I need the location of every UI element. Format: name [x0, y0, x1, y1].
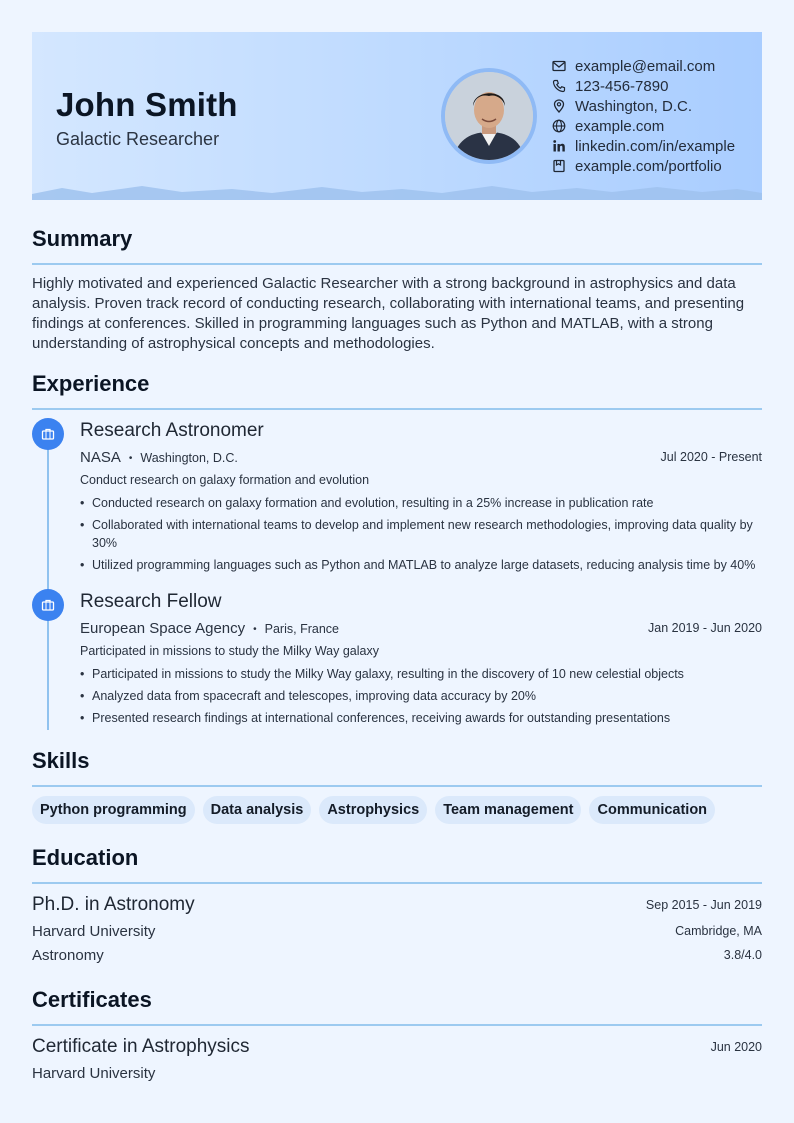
job-bullet-list	[80, 665, 762, 731]
skills-divider	[32, 785, 762, 787]
separator-dot: •	[128, 453, 133, 464]
job-company: European Space Agency	[80, 620, 246, 637]
certificates-heading: Certificates	[32, 987, 152, 1012]
candidate-role: Galactic Researcher	[56, 129, 220, 149]
job-bullet: • Utilized programming languages such as Python and MATLAB to analyze large datasets, reducing analysis time by 40%	[80, 556, 762, 574]
contact-email[interactable]	[552, 56, 735, 76]
header-wave-decoration	[32, 180, 762, 200]
experience-timeline	[47, 434, 49, 730]
skill-list	[32, 796, 715, 824]
contact-portfolio-text: example.com/portfolio	[575, 157, 722, 175]
education-school: Harvard University	[32, 923, 156, 940]
globe-icon	[552, 119, 566, 133]
contact-linkedin-text: linkedin.com/in/example	[575, 137, 736, 155]
job-summary: Participated in missions to study the Milky Way galaxy	[80, 644, 379, 658]
certificate-date: Jun 2020	[710, 1040, 762, 1054]
education-heading: Education	[32, 845, 139, 870]
resume-header	[32, 32, 762, 200]
job-company-line	[80, 620, 339, 637]
summary-heading: Summary	[32, 226, 133, 251]
contact-phone[interactable]	[552, 76, 735, 96]
job-title: Research Fellow	[80, 591, 222, 612]
job-summary: Conduct research on galaxy formation and evolution	[80, 473, 370, 487]
contact-location	[552, 96, 735, 116]
job-company-line	[80, 449, 238, 466]
job-location: Washington, D.C.	[140, 451, 238, 465]
contact-portfolio[interactable]	[552, 156, 735, 176]
job-date: Jan 2019 - Jun 2020	[648, 621, 762, 635]
contact-location-text: Washington, D.C.	[575, 97, 692, 115]
skill-chip: Team management	[435, 796, 581, 824]
certificate-name: Certificate in Astrophysics	[32, 1036, 250, 1057]
phone-icon	[552, 79, 566, 93]
job-date: Jul 2020 - Present	[660, 450, 762, 464]
linkedin-icon	[552, 139, 566, 153]
skills-heading: Skills	[32, 748, 90, 773]
summary-divider	[32, 263, 762, 265]
job-bullet-list	[80, 494, 762, 578]
contact-list	[552, 56, 735, 176]
candidate-name: John Smith	[56, 86, 238, 123]
job-bullet: • Analyzed data from spacecraft and telescopes, improving data accuracy by 20%	[80, 687, 762, 705]
avatar	[441, 68, 537, 164]
education-gpa: 3.8/4.0	[723, 948, 762, 962]
contact-website[interactable]	[552, 116, 735, 136]
job-location: Paris, France	[264, 622, 339, 636]
contact-linkedin[interactable]	[552, 136, 735, 156]
skill-chip: Data analysis	[203, 796, 312, 824]
contact-website-text: example.com	[575, 117, 665, 135]
contact-phone-text: 123-456-7890	[575, 77, 669, 95]
briefcase-icon	[32, 589, 64, 621]
education-field: Astronomy	[32, 947, 104, 964]
summary-text: Highly motivated and experienced Galactic Researcher with a strong background in astrophysics and data analysis. Proven track record of conducting research, collaborating with international teams, and presenting findings at conferences. Skilled in programming languages such as Python and MATLAB, with a strong understanding of astrophysical concepts and methodologies.	[32, 275, 745, 352]
education-degree: Ph.D. in Astronomy	[32, 894, 195, 915]
job-company: NASA	[80, 449, 121, 466]
job-bullet: • Participated in missions to study the Milky Way galaxy, resulting in the discovery of 10 new celestial objects	[80, 665, 762, 683]
certificates-divider	[32, 1024, 762, 1026]
experience-heading: Experience	[32, 371, 150, 396]
experience-divider	[32, 408, 762, 410]
separator-dot: •	[253, 624, 257, 635]
certificate-issuer: Harvard University	[32, 1065, 156, 1082]
job-bullet: • Collaborated with international teams to develop and implement new research methodologies, improving data quality by 30%	[80, 516, 762, 552]
education-divider	[32, 882, 762, 884]
portfolio-icon	[552, 159, 566, 173]
job-bullet: • Conducted research on galaxy formation and evolution, resulting in a 25% increase in publication rate	[80, 494, 762, 512]
education-date: Sep 2015 - Jun 2019	[645, 898, 762, 912]
job-title: Research Astronomer	[80, 420, 264, 441]
briefcase-icon	[32, 418, 64, 450]
skill-chip: Communication	[589, 796, 715, 824]
skill-chip: Astrophysics	[319, 796, 427, 824]
education-location: Cambridge, MA	[675, 924, 762, 938]
skill-chip: Python programming	[32, 796, 195, 824]
job-bullet: • Presented research findings at international conferences, receiving awards for outstanding presentations	[80, 709, 762, 727]
contact-email-text: example@email.com	[575, 57, 716, 75]
location-pin-icon	[552, 99, 566, 113]
envelope-icon	[552, 59, 566, 73]
